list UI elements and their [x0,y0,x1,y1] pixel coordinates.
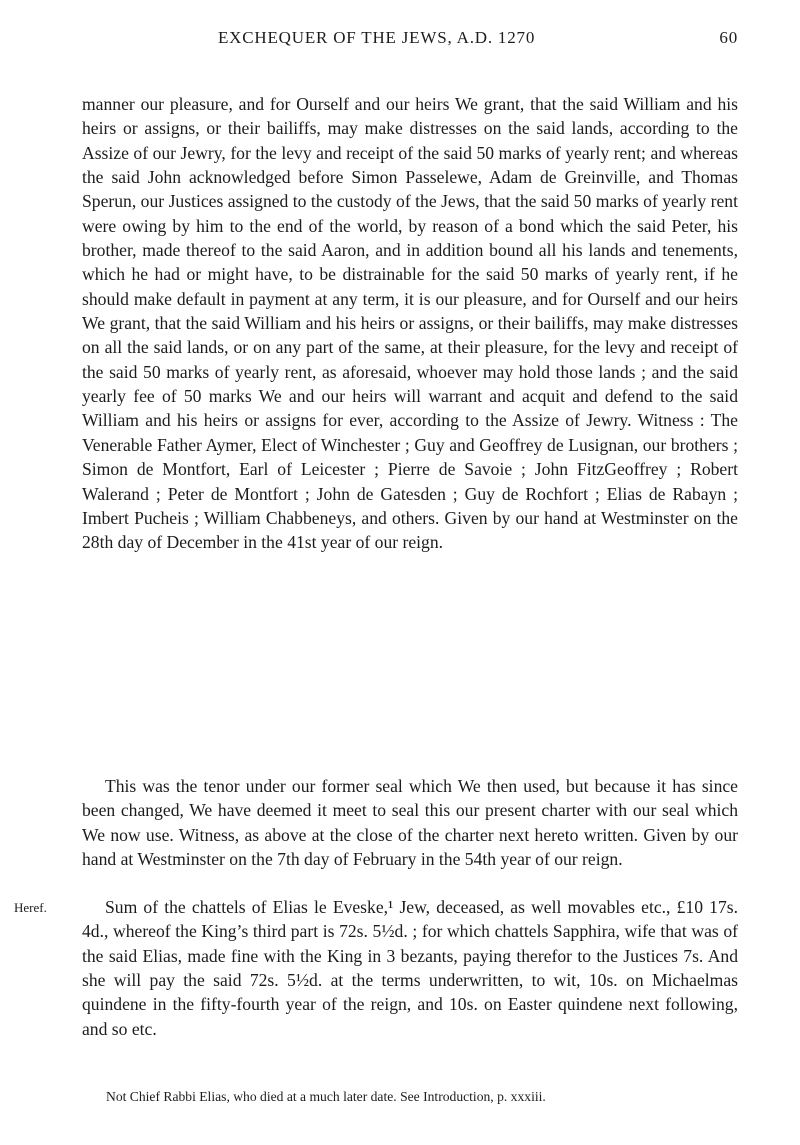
page-number: 60 [719,28,738,47]
paragraph-charter: manner our pleasure, and for Ourself and our heirs We grant, that the said William and his heirs or assigns, or their bailiffs, may make distresses on the said lands, according to the Assize of our Jewry, for the levy and receipt of the said 50 marks of yearly rent; and whereas the said John acknowledged before Simon Passelewe, Adam de Greinville, and Thomas Sperun, our Justices assigned to the custody of the Jews, that the said 50 marks of yearly rent were owing by him to the end of the world, by reason of a bond which the said Peter, his brother, made thereof to the said Aaron, and in addition bound all his lands and tenements, which he had or might have, to be distrainable for the said 50 marks of yearly rent, if he should make default in payment at any term, it is our pleasure, and for Ourself and our heirs We grant, that the said William and his heirs or assigns, or their bailiffs, may make distresses on all the said lands, or on any part of the same, at their pleasure, for the levy and receipt of the said 50 marks of yearly rent, as aforesaid, whoever may hold those lands ; and the said yearly fee of 50 marks We and our heirs will warrant and acquit and defend to the said William and his heirs or assigns for ever, according to the Assize of Jewry. Witness : The Venerable Father Aymer, Elect of Winchester ; Guy and Geoffrey de Lusignan, our brothers ; Simon de Montfort, Earl of Leicester ; Pierre de Savoie ; John FitzGeoffrey ; Robert Walerand ; Peter de Montfort ; John de Gatesden ; Guy de Rochfort ; Elias de Rabayn ; Imbert Pucheis ; William Chabbeneys, and others. Given by our hand at Westminster on the 28th day of December in the 41st year of our reign. [82,94,738,553]
running-title: EXCHEQUER OF THE JEWS, A.D. 1270 [218,28,536,47]
margin-note: Heref. [14,900,47,915]
footnote: Not Chief Rabbi Elias, who died at a much later date. See Introduction, p. xxxiii. [106,1089,546,1104]
running-header [218,20,738,54]
paragraph-seal-note: This was the tenor under our former seal which We then used, but because it has since been changed, We have deemed it meet to seal this our present charter with our seal which We now use. Witness, as above at the close of the charter next hereto written. Given by our hand at Westminster on the 7th day of February in the 54th year of our reign. [82,776,738,870]
paragraph-chattels: Sum of the chattels of Elias le Eveske,¹ Jew, deceased, as well movables etc., £10 17s. 4d., whereof the King’s third part is 72s. 5½d. ; for which chattels Sapphira, wife that was of the said Elias, made fine with the King in 3 bezants, paying therefor to the Justices 7s. And she will pay the said 72s. 5½d. at the terms underwritten, to wit, 10s. on Michaelmas quindene in the fifty-fourth year of the reign, and 10s. on Easter quindene next following, and so etc. [82,897,738,1039]
